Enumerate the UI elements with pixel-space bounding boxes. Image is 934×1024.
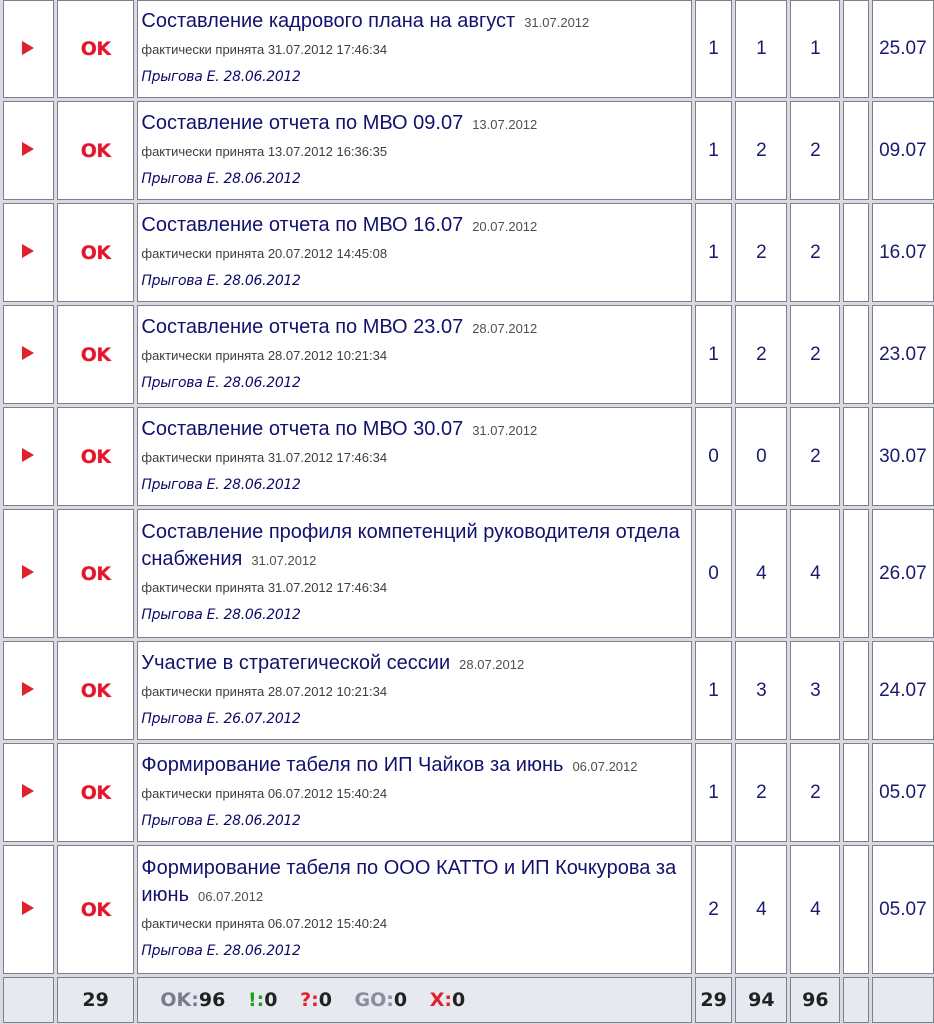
table-row [3, 305, 934, 404]
row-description-cell [137, 0, 691, 98]
row-count-3 [790, 305, 840, 404]
task-title-link[interactable]: Составление кадрового плана на август [141, 10, 516, 32]
play-arrow-icon[interactable] [22, 244, 34, 258]
row-expand-cell[interactable] [3, 641, 54, 740]
table-footer [3, 977, 934, 1023]
count-1-value: 1 [708, 38, 719, 59]
count-2-value: 2 [756, 343, 767, 365]
task-due-date: 28.07.2012 [459, 656, 525, 672]
status-ok-badge[interactable]: OK [80, 38, 111, 60]
task-due-date: 31.07.2012 [472, 422, 538, 438]
play-arrow-icon[interactable] [22, 682, 34, 696]
task-title-line [141, 519, 690, 574]
row-count-1 [695, 0, 733, 98]
table-row [3, 509, 934, 638]
row-expand-cell[interactable] [3, 101, 54, 200]
row-count-1 [695, 203, 733, 302]
row-expand-cell[interactable] [3, 0, 54, 98]
row-date-value: 05.07 [879, 781, 927, 803]
count-3-value: 2 [810, 781, 821, 803]
row-count-2 [735, 0, 787, 98]
row-blank-cell [843, 305, 868, 404]
play-arrow-icon[interactable] [22, 346, 34, 360]
task-due-date: 20.07.2012 [472, 218, 538, 234]
task-accepted-info: фактически принята 20.07.2012 14:45:08 [141, 245, 388, 261]
task-title-link[interactable]: Участие в стратегической сессии [141, 651, 451, 674]
task-due-date: 31.07.2012 [524, 15, 590, 30]
row-description-cell [137, 101, 691, 200]
task-author: Прыгова Е. 28.06.2012 [141, 476, 301, 493]
row-count-3 [790, 0, 840, 98]
row-count-2 [735, 407, 787, 506]
row-blank-cell [843, 509, 868, 638]
row-count-1 [695, 743, 733, 842]
footer-status-summary [137, 977, 691, 1023]
task-title-line [141, 212, 690, 240]
count-2-value: 3 [756, 679, 767, 701]
footer-sum-2: 94 [735, 977, 787, 1023]
summary-go[interactable]: GO:0 [354, 989, 408, 1011]
task-title-link[interactable]: Составление отчета по МВО 30.07 [141, 417, 464, 440]
row-blank-cell [843, 743, 868, 842]
count-2-value: 0 [756, 445, 767, 467]
row-status-cell [57, 509, 134, 638]
row-expand-cell[interactable] [3, 305, 54, 404]
row-description-cell [137, 407, 691, 506]
play-arrow-icon[interactable] [22, 142, 34, 156]
task-accepted-info: фактически принята 28.07.2012 10:21:34 [141, 683, 388, 699]
status-ok-badge[interactable]: OK [80, 139, 111, 162]
task-author: Прыгова Е. 28.06.2012 [141, 607, 301, 623]
task-due-date: 13.07.2012 [472, 116, 538, 132]
count-1-value: 0 [708, 562, 719, 584]
row-count-1 [695, 101, 733, 200]
task-title-line [141, 855, 690, 910]
row-date-cell [872, 509, 934, 638]
row-status-cell [57, 407, 134, 506]
task-title-link[interactable]: Составление профиля компетенций руководителя отдела снабжения [141, 521, 680, 570]
task-title-line [141, 314, 690, 342]
task-accepted-info: фактически принята 13.07.2012 16:36:35 [141, 143, 388, 159]
row-count-1 [695, 509, 733, 638]
row-count-2 [735, 641, 787, 740]
task-due-date: 06.07.2012 [572, 758, 638, 774]
row-status-cell [57, 305, 134, 404]
row-status-cell [57, 0, 134, 98]
row-date-cell [872, 743, 934, 842]
summary-ok[interactable]: OK:96 [160, 989, 226, 1011]
task-author: Прыгова Е. 28.06.2012 [141, 812, 301, 829]
row-count-3 [790, 845, 840, 974]
task-title-link[interactable]: Составление отчета по МВО 23.07 [141, 315, 464, 338]
task-title-line [141, 650, 690, 678]
row-expand-cell[interactable] [3, 509, 54, 638]
row-count-1 [695, 641, 733, 740]
row-date-cell [872, 305, 934, 404]
table-row [3, 0, 934, 98]
task-author: Прыгова Е. 28.06.2012 [141, 69, 301, 85]
row-date-value: 26.07 [879, 562, 927, 584]
row-count-2 [735, 845, 787, 974]
row-count-2 [735, 743, 787, 842]
task-author: Прыгова Е. 28.06.2012 [141, 943, 301, 959]
count-2-value: 2 [756, 781, 767, 803]
row-count-2 [735, 101, 787, 200]
row-description-cell [137, 845, 691, 974]
row-description-cell [137, 509, 691, 638]
status-ok-badge[interactable]: OK [80, 241, 111, 264]
task-due-date: 06.07.2012 [198, 889, 264, 904]
task-due-date: 31.07.2012 [251, 553, 317, 568]
count-1-value: 2 [708, 898, 719, 920]
task-accepted-info: фактически принята 31.07.2012 17:46:34 [141, 580, 388, 595]
task-title-link[interactable]: Формирование табеля по ИП Чайков за июнь [141, 753, 564, 776]
row-count-1 [695, 845, 733, 974]
row-status-cell [57, 743, 134, 842]
play-arrow-icon[interactable] [22, 784, 34, 798]
task-due-date: 28.07.2012 [472, 320, 538, 336]
task-title-line [141, 8, 690, 36]
row-blank-cell [843, 407, 868, 506]
task-title-line [141, 110, 690, 138]
row-blank-cell [843, 641, 868, 740]
count-2-value: 4 [756, 898, 767, 920]
row-description-cell [137, 743, 691, 842]
summary-question[interactable]: ?:0 [300, 989, 332, 1011]
row-date-value: 23.07 [879, 343, 927, 365]
count-3-value: 2 [810, 241, 821, 263]
row-expand-cell[interactable] [3, 845, 54, 974]
row-date-cell [872, 641, 934, 740]
count-1-value: 1 [708, 241, 719, 263]
footer-count: 29 [57, 977, 134, 1023]
count-1-value: 0 [708, 445, 719, 467]
summary-x[interactable]: X:0 [429, 989, 466, 1011]
table-row [3, 407, 934, 506]
row-status-cell [57, 101, 134, 200]
row-blank-cell [843, 845, 868, 974]
status-ok-badge[interactable]: OK [80, 679, 111, 702]
count-3-value: 4 [810, 562, 821, 584]
row-date-value: 05.07 [879, 898, 927, 920]
task-rows [3, 0, 934, 974]
footer-sum-3: 96 [790, 977, 840, 1023]
count-1-value: 1 [708, 679, 719, 701]
task-title-link[interactable]: Составление отчета по МВО 09.07 [141, 111, 464, 134]
count-3-value: 2 [810, 445, 821, 467]
count-2-value: 4 [756, 562, 767, 584]
row-count-2 [735, 203, 787, 302]
task-accepted-info: фактически принята 06.07.2012 15:40:24 [141, 916, 388, 931]
row-date-cell [872, 101, 934, 200]
table-row [3, 641, 934, 740]
row-date-cell [872, 0, 934, 98]
row-count-3 [790, 743, 840, 842]
row-description-cell [137, 203, 691, 302]
row-expand-cell[interactable] [3, 203, 54, 302]
status-ok-badge[interactable]: OK [80, 343, 111, 366]
summary-exclamation[interactable]: !:0 [247, 989, 278, 1011]
row-status-cell [57, 845, 134, 974]
row-date-cell [872, 845, 934, 974]
row-expand-cell[interactable] [3, 743, 54, 842]
row-description-cell [137, 641, 691, 740]
row-count-2 [735, 509, 787, 638]
task-accepted-info: фактически принята 28.07.2012 10:21:34 [141, 347, 388, 363]
row-blank-cell [843, 203, 868, 302]
row-expand-cell[interactable] [3, 407, 54, 506]
row-date-cell [872, 407, 934, 506]
task-author: Прыгова Е. 28.06.2012 [141, 272, 301, 289]
table-row [3, 743, 934, 842]
count-3-value: 1 [810, 38, 821, 59]
row-count-1 [695, 407, 733, 506]
count-2-value: 2 [756, 139, 767, 161]
count-1-value: 1 [708, 781, 719, 803]
row-blank-cell [843, 101, 868, 200]
row-count-3 [790, 641, 840, 740]
footer-sum-1: 29 [695, 977, 733, 1023]
row-date-value: 09.07 [879, 139, 927, 161]
row-description-cell [137, 305, 691, 404]
task-title-link[interactable]: Составление отчета по МВО 16.07 [141, 213, 464, 236]
row-count-3 [790, 203, 840, 302]
task-author: Прыгова Е. 28.06.2012 [141, 374, 301, 391]
count-3-value: 2 [810, 139, 821, 161]
row-date-value: 16.07 [879, 241, 927, 263]
footer-empty-cell [3, 977, 54, 1023]
row-date-value: 30.07 [879, 445, 927, 467]
row-count-3 [790, 407, 840, 506]
play-arrow-icon[interactable] [22, 565, 34, 579]
count-1-value: 1 [708, 139, 719, 161]
table-row [3, 845, 934, 974]
count-2-value: 1 [756, 38, 767, 59]
table-row [3, 203, 934, 302]
status-ok-badge[interactable]: OK [80, 781, 111, 804]
task-title-line [141, 752, 690, 780]
play-arrow-icon[interactable] [22, 901, 34, 915]
task-title-line [141, 416, 690, 444]
row-count-2 [735, 305, 787, 404]
status-ok-badge[interactable]: OK [80, 445, 111, 468]
count-3-value: 4 [810, 898, 821, 920]
play-arrow-icon[interactable] [22, 448, 34, 462]
task-title-link[interactable]: Формирование табеля по ООО КАТТО и ИП Кочкурова за июнь [141, 857, 677, 906]
status-ok-badge[interactable]: OK [80, 898, 111, 921]
task-author: Прыгова Е. 26.07.2012 [141, 710, 301, 727]
row-blank-cell [843, 0, 868, 98]
count-1-value: 1 [708, 343, 719, 365]
row-status-cell [57, 641, 134, 740]
count-2-value: 2 [756, 241, 767, 263]
row-date-cell [872, 203, 934, 302]
row-date-value: 24.07 [879, 679, 927, 701]
footer-date-cell [872, 977, 934, 1023]
task-author: Прыгова Е. 28.06.2012 [141, 170, 301, 187]
task-accepted-info: фактически принята 31.07.2012 17:46:34 [141, 42, 388, 57]
row-date-value: 25.07 [879, 38, 927, 59]
status-ok-badge[interactable]: OK [80, 562, 111, 585]
count-3-value: 3 [810, 679, 821, 701]
row-count-3 [790, 509, 840, 638]
count-3-value: 2 [810, 343, 821, 365]
play-arrow-icon[interactable] [22, 41, 34, 55]
row-count-1 [695, 305, 733, 404]
footer-blank-cell [843, 977, 868, 1023]
task-accepted-info: фактически принята 31.07.2012 17:46:34 [141, 449, 388, 465]
task-accepted-info: фактически принята 06.07.2012 15:40:24 [141, 785, 388, 801]
table-row [3, 101, 934, 200]
row-status-cell [57, 203, 134, 302]
row-count-3 [790, 101, 840, 200]
